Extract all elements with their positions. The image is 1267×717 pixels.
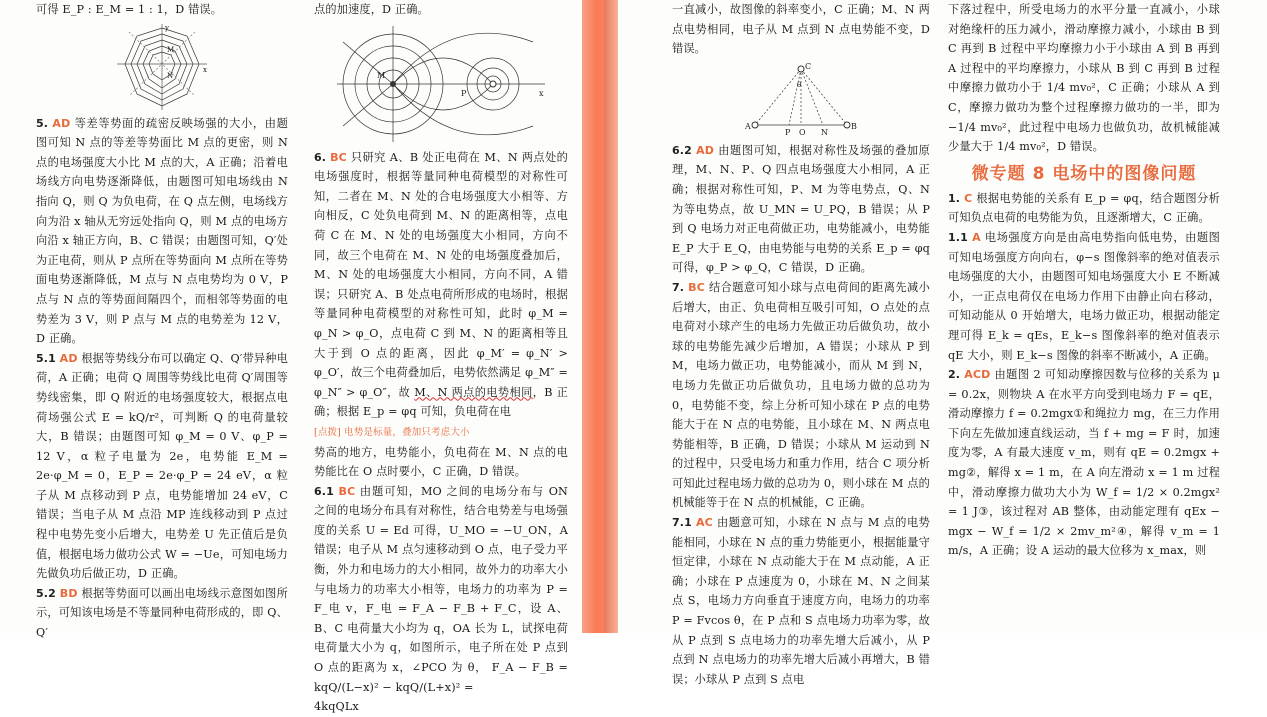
fig-label: C — [805, 61, 812, 71]
formula: W_f = 1/2 × 0.2mgx² = 1 J③ — [948, 485, 1220, 519]
question-number: 6.2 — [672, 143, 692, 157]
explanation-text: ，此过程中电场力也做负功，故机械能减少量大于 — [948, 120, 1221, 154]
text-line: 点的加速度，D 正确。 — [314, 3, 429, 16]
fig-label: N — [167, 71, 174, 80]
explanation-text: 根据等势线分布可以确定 Q、Q′带异种电荷，A 正确；电荷 Q 周围等势线比电荷 Q′周围等势线密集，即 Q 附近的电场强度较大，根据点电荷场强公式 — [36, 351, 288, 424]
answer-key: AD — [59, 351, 78, 365]
explanation-text: 结合题意可知小球与点电荷间的距离先减小后增大，由正、负电荷相互吸引可知，O 点处的点电荷对小球产生的电场力先做正功后做负功，故小球的电势能先减少后增加，A 错误；小球从 P 到 M，电场力做正功，电势能减小，而从 M 到 N，电场力先做正功后做负功，且电场力做的总功为 0，电势能不变，综上分析可知小球在 P 点的电势能大于在 N 点的电势能，且小球在 M、N 两点电势能相等，B 正确，D 错误；小球从 M 运动到 N 的过程中，只受电场力和重力作用，结合 C 项分析可知此过程电场力做的总功为 0，则小球在 M 点的机械能等于在 N 点的机械能，C 正确。 — [672, 280, 930, 510]
answer-item-5 — [36, 114, 288, 349]
answer-item-2 — [948, 365, 1220, 561]
fig-label: P — [461, 88, 467, 98]
answer-item-5-1 — [36, 349, 288, 584]
fig-label: y — [165, 23, 170, 32]
field-line-figure — [333, 22, 549, 146]
explanation-text: 只研究 A、B 处正电荷在 M、N 两点处的电场强度时，根据等量同种电荷模型的对称性可知，二者在 M、N 处的合电场强度大小相等、方向相反，C 处负电荷到 M、N 的距离相等，点电荷 C 在 M、N 处的电场强度大小相同，方向不同，故三个电荷在 M、N 处的电场强度叠加后，M、N 处的电场强度大小相同，方向不同，A 错误；只研究 A、B 处点电荷所形成的电场时，根据等量同种电荷模型的对称性可知，此时 φ_M = φ_N > φ_O，点电荷 C 到 M、N 的距离相等且大于到 O 点的距离，因此 φ_M′ = φ_N′ > φ_O′，故三个电荷叠加后，电势依然满足 φ_M″ = φ_N″ > φ_O″，故 — [314, 150, 568, 399]
answer-item-7-1 — [672, 513, 930, 689]
answer-item-1 — [948, 189, 1220, 228]
answer-key: A — [972, 230, 981, 244]
question-number: 5.2 — [36, 586, 56, 600]
triangle-figure — [741, 61, 861, 139]
explanation-text: 由题意可知，小球在 N 点与 M 点的电势能相同，小球在 N 点的重力势能更小，根据能量守恒定律，小球在 N 点动能大于在 M 点动能，A 正确；小球在 P 点速度为 0，小球在 M、N 之间某点 S，电场力方向垂直于速度方向，电场力的功率 P = Fvcos θ，在 P 点和 S 点电场力功率为零，故从 P 点到 S 点电场力的功率先增大后减小，从 P 点到 N 点电场力的功率先增大后减小再增大，B 错误；小球从 P 点到 S 点电 — [672, 516, 930, 686]
fig-label: B — [851, 121, 858, 131]
formula: 1/4 mv₀² — [997, 140, 1046, 154]
explanation-text: 电场强度方向是由高电势指向低电势，由题图可知电场强度方向向右，φ−s 图像斜率的绝对值表示电场强度的大小，由题图可知电场强度大小 E 不断减小，一正点电荷仅在电场力作用下由静止向右移动，可知动能从 0 开始增大，电场力做正功，根据动能定理可得 E_k = qEs，E_k−s 图像斜率的绝对值表示 qE 大小，则 E_k−s 图像的斜率不断减小，A 正确。 — [948, 230, 1220, 362]
right-column-2 — [948, 0, 1220, 633]
tip-note: [点拨] 电势是标量，叠加只考虑大小 — [314, 426, 470, 438]
question-number: 1. — [948, 191, 961, 205]
answer-key: C — [964, 191, 973, 205]
question-number: 1.1 — [948, 230, 968, 244]
question-number: 6.1 — [314, 484, 334, 498]
right-page — [618, 0, 1267, 686]
explanation-text: 由题图 2 可知动摩擦因数与位移的关系为 μ = 0.2x，则物块 A 在水平方向受到电场力 F = qE，滑动摩擦力 f = 0.2mgx①和绳拉力 mg，在三力作用下向左先做加速直线运动，当 f + mg = F 时，加速度为零，A 有最大速度 v_m，则有 qE = 0.2mgx + mg②，解得 x = 1 m，在 A 向左滑动 x = 1 m 过程中，滑动摩擦力做功大小为 — [948, 368, 1220, 499]
answer-item-6 — [314, 148, 568, 482]
fig-label: x — [203, 65, 208, 74]
fig-label: O — [799, 127, 806, 137]
explanation-text: 根据电势能的关系有 E_p = φq，结合题图分析可知负点电荷的电势能为负，且逐渐增大，C 正确。 — [948, 191, 1220, 225]
fig-label: M — [377, 70, 386, 80]
equipotential-figure — [107, 22, 217, 112]
explanation-text: 由题图可知，根据对称性及场强的叠加原理，M、N、P、Q 四点电场强度大小相同，A 正确；根据对称性可知，P、M 为等电势点，Q、N 为等电势点，故 U_MN = U_PQ，B 错误；从 P 到 Q 电场力对正电荷做正功，电势能减小，电势能 E_P 大于 E_Q，由电势能与电势的关系 E_p = φq 可得，φ_P > φ_Q，C 错误，D 正确。 — [672, 143, 930, 275]
question-number: 7. — [672, 280, 685, 294]
formula: F_A − F_B = kqQ/(L−x)² − kqQ/(L+x)² = — [314, 661, 568, 694]
formula: 4kqQLx — [314, 700, 359, 714]
explanation-text: 根据等势面可以画出电场线示意图如图所示，可知该电场是不等量同种电荷形成的，即 Q、Q′ — [36, 586, 288, 640]
answer-key: BD — [59, 586, 78, 600]
explanation-text: 下落过程中，所受电场力的水平分量一直减小，小球对绝缘杆的压力减小，滑动摩擦力减小，小球由 B 到 C 再到 B 过程中平均摩擦力小于小球由 A 到 B 再到 A 过程中的平均摩擦力，小球从 B 到 C 再到 B 过程中摩擦力做功小于 — [948, 3, 1220, 95]
answer-key: BC — [330, 150, 347, 164]
left-column-1 — [36, 0, 288, 640]
answer-key: BC — [688, 280, 705, 294]
answer-item-1-1 — [948, 228, 1220, 365]
answer-key: BC — [338, 484, 356, 498]
underlined-text: M、N 两点的电势相同 — [414, 385, 533, 399]
text-line: 可得 E_P : E_M = 1 : 1，D 错误。 — [36, 3, 223, 16]
answer-key: AD — [52, 116, 71, 130]
explanation-text: ，C 正确；小球从 A 到 C，摩擦力做功为整个过程摩擦力做功的一半，即为 — [948, 81, 1221, 114]
left-column-2 — [314, 0, 568, 714]
fig-label: N — [821, 127, 829, 137]
explanation-text: ，D 错误。 — [1045, 140, 1104, 154]
question-number: 5.1 — [36, 351, 56, 365]
section-title: 微专题 8 电场中的图像问题 — [971, 163, 1197, 184]
answer-key: AD — [696, 143, 715, 157]
question-number: 2. — [948, 368, 961, 382]
answer-item-5-2 — [36, 584, 288, 643]
formula: −1/4 mv₀² — [948, 120, 1007, 134]
gutter-shadow — [604, 0, 618, 633]
fig-label: P — [785, 127, 791, 137]
formula: 1/4 mv₀² — [1046, 81, 1096, 95]
question-number: 6. — [314, 150, 327, 164]
formula: E = kQ/r² — [101, 410, 160, 424]
explanation-text: ，该过程对 AB 整体，由动能定理有 — [989, 505, 1180, 519]
explanation-text: ，解得 v_m = 1 m/s，A 正确；设 A 运动的最大位移为 x_max，则 — [948, 524, 1220, 558]
explanation-text: ，B 正确；根据 E_p = φq 可知，负电荷在电 — [314, 385, 568, 419]
fig-label: θ — [797, 80, 802, 89]
question-number: 7.1 — [672, 516, 692, 530]
answer-item-6-1 — [314, 482, 568, 717]
answer-key: ACD — [964, 368, 991, 382]
explanation-text: 由题可知，MO 之间的电场分布与 ON 之间的电场分布具有对称性，结合电势差与电场强度的关系 U = Ed 可得，U_MO = −U_ON，A 错误；电子从 M 点匀速移动到 O 点，电子受力平衡，外力和电场力的大小相同，故外力的功率大小与电场力的功率大小相等，电场力的功率为 P = F_电 v，F_电 = F_A − F_B + F_C，设 A、B、C 电荷量大小均为 q，OA 长为 L，试探电荷电荷量大小为 q，如图所示，电子所在处 P 点到 O 点的距离为 x，∠PCO 为 θ， — [314, 484, 568, 675]
explanation-text: 等差等势面的疏密反映场强的大小，由题图可知 N 点的等差等势面比 M 点的更密，则 N 点的电场强度大小比 M 点的大，A 正确；沿着电场线方向电势逐渐降低，由题图可知电场线由 N 指向 Q，则 Q 为负电荷，在 Q 点左侧，电场线方向为沿 x 轴从无穷远处指向 Q，则 M 点的电场方向沿 x 轴正方向，B、C 错误；由题图可知，Q′处为正电荷，则从 P 点所在等势面向 M 点所在等势面电势逐渐降低，M 点与 N 点电势均为 0 V，P 点与 N 点的等势面间隔四个，而相邻等势面的电势差为 3 V，则 P 点与 M 点的电势差为 12 V，D 正确。 — [36, 116, 288, 346]
left-page — [0, 0, 582, 714]
text-line: 一直减小，故图像的斜率变小，C 正确；M、N 两点电势相同，电子从 M 点到 N 点电势能不变，D 错误。 — [672, 3, 930, 56]
answer-key: AC — [696, 516, 713, 530]
answer-item-7 — [672, 278, 930, 513]
right-column-1 — [672, 0, 930, 686]
fig-label: x — [539, 88, 544, 98]
text-line — [948, 0, 1220, 157]
formula: qEx − mgx − W_f = 1/2 × 2mv_m²④ — [948, 505, 1220, 538]
question-number: 5. — [36, 116, 49, 130]
answer-item-6-2 — [672, 141, 930, 278]
fig-label: M — [167, 45, 175, 54]
explanation-text: 势高的地方，电势能小，负电荷在 M、N 点的电势能比在 O 点时要小，C 正确，D 错误。 — [314, 445, 568, 479]
fig-label: A — [745, 121, 751, 131]
explanation-text: ，可判断 Q 的电荷量较大，B 错误；由题图可知 φ_M = 0 V、φ_P = 12 V，α 粒子电量为 2e，电势能 E_M = 2e·φ_M = 0，E_P = 2e·φ_P = 24 eV，α 粒子从 M 点移动到 P 点，电势能增加 24 eV，C 错误；当电子从 M 点沿 MP 连线移动到 P 点过程中电势先变小后增大，电势差 U 先正值后是负值，根据电场力做功公式 W = −Ue，可知电场力先做负功后做正功，D 正确。 — [36, 410, 288, 581]
